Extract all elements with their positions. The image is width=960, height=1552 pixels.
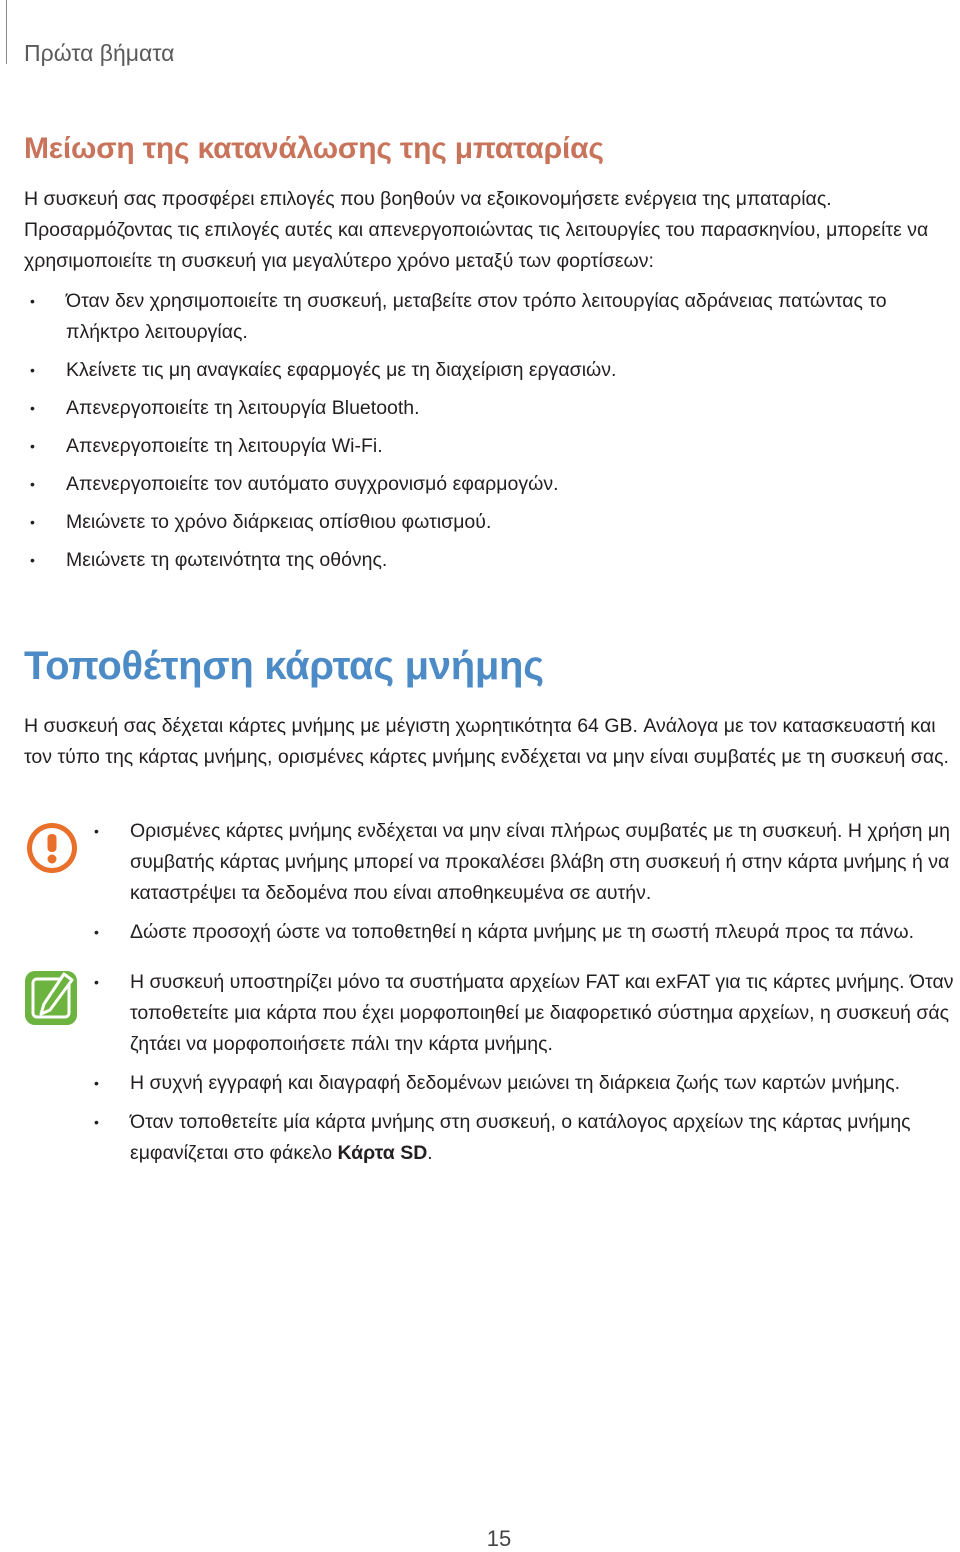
bullet-dot: • — [94, 823, 99, 839]
list-item — [24, 545, 944, 576]
note-pencil-icon — [24, 970, 80, 1026]
list-item-text: Μειώνετε το χρόνο διάρκειας οπίσθιου φωτισμού. — [66, 511, 492, 533]
page-number: 15 — [486, 1526, 512, 1551]
list-item — [24, 431, 944, 462]
list-item — [24, 355, 944, 386]
list-item-text: Ορισμένες κάρτες μνήμης ενδέχεται να μην είναι πλήρως συμβατές με τη συσκευή. Η χρήση μη συμβατής κάρτας μνήμης μπορεί να προκαλέσει βλάβη στη συσκευή ή στην κάρτα μνήμης ή να καταστρέψει τα δεδομένα που είναι αποθηκευμένα σε αυτήν. — [130, 820, 950, 904]
bullet-dot: • — [30, 514, 35, 530]
bullet-dot: • — [94, 1075, 99, 1091]
list-item-text — [130, 1111, 911, 1164]
list-item — [24, 286, 944, 348]
battery-intro: Η συσκευή σας προσφέρει επιλογές που βοηθούν να εξοικονομήσετε ενέργεια της μπαταρίας. Προσαρμόζοντας τις επιλογές αυτές και απενεργοποιώντας τις λειτουργίες του παρασκηνίου, μπορείτε να χρησιμοποιείτε τη συσκευή για μεγαλύτερο χρόνο μεταξύ των φορτίσεων: — [24, 188, 929, 272]
folder-name: Κάρτα SD — [337, 1142, 428, 1164]
bullet-dot: • — [30, 476, 35, 492]
bullet-dot: • — [30, 400, 35, 416]
bullet-dot: • — [30, 362, 35, 378]
bullet-dot: • — [94, 924, 99, 940]
list-item-text: Απενεργοποιείτε τη λειτουργία Wi-Fi. — [66, 435, 383, 457]
battery-section-title: Μείωση της κατανάλωσης της μπαταρίας — [24, 132, 604, 165]
list-item-text: Η συχνή εγγραφή και διαγραφή δεδομένων μειώνει τη διάρκεια ζωής των καρτών μνήμης. — [130, 1072, 901, 1094]
list-item — [88, 917, 958, 948]
list-item-text-suffix: . — [427, 1142, 433, 1164]
list-item — [24, 507, 944, 538]
header-rule — [6, 0, 7, 64]
caution-list — [88, 816, 958, 956]
list-item — [24, 393, 944, 424]
list-item-text: Κλείνετε τις μη αναγκαίες εφαρμογές με τη διαχείριση εργασιών. — [66, 359, 617, 381]
list-item — [88, 967, 958, 1060]
caution-exclamation-icon — [24, 822, 80, 878]
bullet-dot: • — [94, 974, 99, 990]
list-item-text: Όταν δεν χρησιμοποιείτε τη συσκευή, μεταβείτε στον τρόπο λειτουργίας αδράνειας πατώντας το πλήκτρο λειτουργίας. — [66, 290, 887, 343]
battery-tips-list — [24, 286, 944, 583]
list-item-text-prefix: Όταν τοποθετείτε μία κάρτα μνήμης στη συσκευή, ο κατάλογος αρχείων της κάρτας μνήμης εμφανίζεται στο φάκελο — [130, 1111, 911, 1164]
list-item — [88, 1068, 958, 1099]
bullet-dot: • — [30, 438, 35, 454]
list-item-text: Απενεργοποιείτε τον αυτόματο συγχρονισμό εφαρμογών. — [66, 473, 559, 495]
bullet-dot: • — [30, 552, 35, 568]
running-header: Πρώτα βήματα — [24, 40, 175, 66]
note-list — [88, 967, 958, 1177]
list-item — [24, 469, 944, 500]
list-item-text: Απενεργοποιείτε τη λειτουργία Bluetooth. — [66, 397, 420, 419]
list-item — [88, 816, 958, 909]
list-item-text: Μειώνετε τη φωτεινότητα της οθόνης. — [66, 549, 388, 571]
list-item-text: Η συσκευή υποστηρίζει μόνο τα συστήματα αρχείων FAT και exFAT για τις κάρτες μνήμης. Όταν τοποθετείτε μια κάρτα που έχει μορφοποιηθεί με διαφορετικό σύστημα αρχείων, η συσκευή σάς ζητάει να μορφοποιήσετε πάλι την κάρτα μνήμης. — [130, 971, 954, 1055]
memory-card-section-title: Τοποθέτηση κάρτας μνήμης — [24, 644, 544, 688]
list-item-text: Δώστε προσοχή ώστε να τοποθετηθεί η κάρτα μνήμης με τη σωστή πλευρά προς τα πάνω. — [130, 921, 915, 943]
memory-card-intro: Η συσκευή σας δέχεται κάρτες μνήμης με μέγιστη χωρητικότητα 64 GB. Ανάλογα με τον κατασκευαστή και τον τύπο της κάρτας μνήμης, ορισμένες κάρτες μνήμης ενδέχεται να μην είναι συμβατές με τη συσκευή σας. — [24, 715, 949, 768]
bullet-dot: • — [30, 293, 35, 309]
list-item — [88, 1107, 958, 1169]
bullet-dot: • — [94, 1114, 99, 1130]
